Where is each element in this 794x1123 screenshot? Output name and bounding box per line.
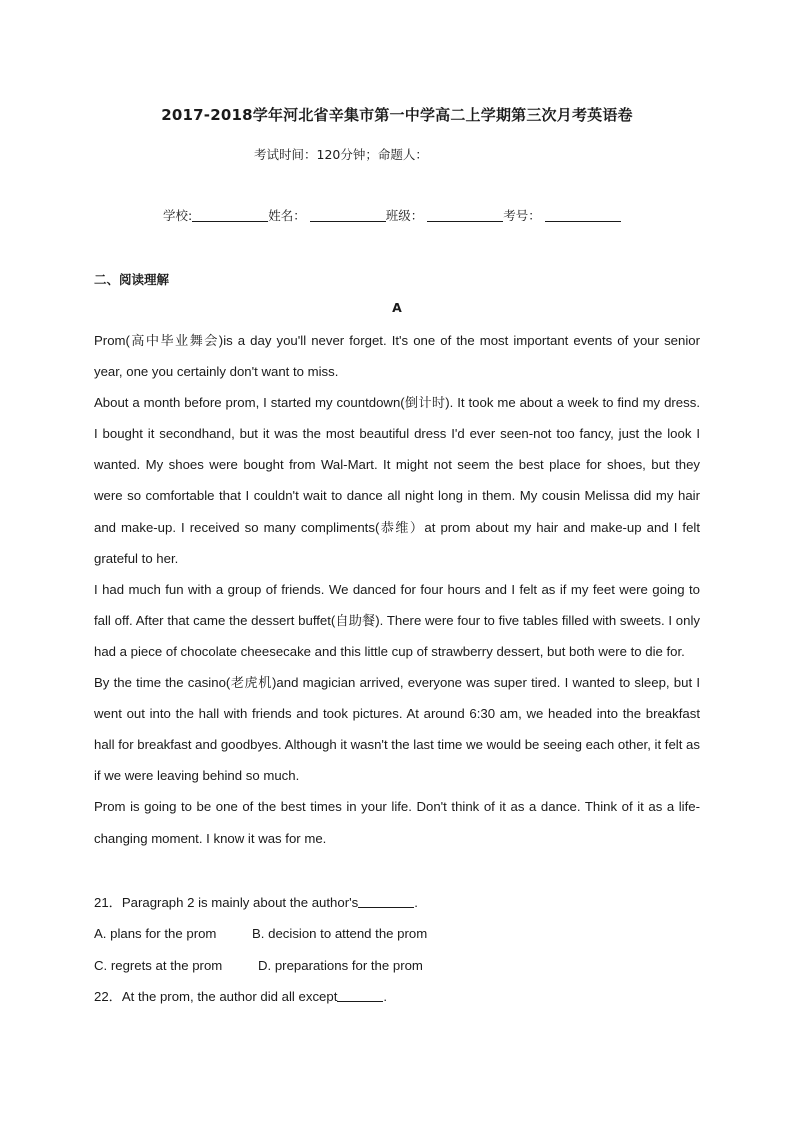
- passage-paragraph: By the time the casino(老虎机)and magician arrived, everyone was super tired. I wanted to sleep, but I went out into the hall with friends and took pictures. At around 6:30 am, we headed into the breakfast hall for breakfast and goodbyes. Although it wasn't the last time we would be seeing each other, it felt as if we were leaving behind so much.: [94, 675, 700, 784]
- options-row-2: [94, 950, 700, 981]
- school-blank[interactable]: [192, 208, 268, 222]
- option-d[interactable]: D. preparations for the prom: [258, 957, 423, 973]
- question-end: .: [414, 895, 418, 910]
- question-stem: 21．Paragraph 2 is mainly about the author's: [94, 895, 359, 910]
- passage-paragraph: About a month before prom, I started my countdown(倒计时). It took me about a week to find my dress. I bought it secondhand, but it was the most beautiful dress I'd ever seen-not too fancy, just the look I wanted. My shoes were bought from Wal-Mart. It might not seem the best place for shoes, but they were so comfortable that I couldn't wait to dance all night long in them. My cousin Melissa did my hair and make-up. I received so many compliments(恭维）at prom about my hair and make-up and I felt grateful to her.: [94, 395, 700, 566]
- passage-paragraph: Prom is going to be one of the best times in your life. Don't think of it as a dance. Think of it as a life-changing moment. I know it was for me.: [94, 799, 700, 846]
- passage-label: A: [392, 300, 402, 315]
- passage-paragraph: I had much fun with a group of friends. We danced for four hours and I felt as if my feet were going to fall off. After that came the dessert buffet(自助餐). There were four to five tables filled with sweets. I only had a piece of chocolate cheesecake and this little cup of strawberry dessert, but both were to die for.: [94, 581, 700, 659]
- passage-paragraph: Prom(高中毕业舞会)is a day you'll never forget. It's one of the most important events of your senior year, one you certainly don't want to miss.: [94, 333, 700, 380]
- question-end: .: [383, 988, 388, 1004]
- answer-blank[interactable]: [337, 989, 383, 1002]
- answer-blank[interactable]: [358, 895, 414, 908]
- number-blank[interactable]: [545, 208, 621, 222]
- option-b[interactable]: B. decision to attend the prom: [252, 926, 428, 942]
- section-heading: 二、阅读理解: [94, 272, 170, 287]
- options-row-1: [94, 918, 700, 949]
- name-blank[interactable]: [310, 208, 386, 222]
- passage-text: [94, 325, 700, 854]
- option-c[interactable]: C. regrets at the prom: [94, 957, 223, 973]
- page-title: 2017-2018学年河北省辛集市第一中学高二上学期第三次月考英语卷: [161, 106, 633, 124]
- school-label: 学校:: [163, 208, 193, 223]
- option-a[interactable]: A. plans for the prom: [94, 926, 217, 942]
- question-stem: 22．At the prom, the author did all except: [94, 988, 338, 1004]
- question-list: [94, 887, 700, 1012]
- name-label: 姓名：: [268, 208, 306, 223]
- number-label: 考号：: [503, 208, 541, 223]
- class-label: 班级：: [385, 208, 424, 223]
- question-22: [94, 981, 700, 1012]
- class-blank[interactable]: [427, 208, 503, 222]
- question-21: [94, 887, 700, 918]
- student-info-row: [163, 206, 621, 224]
- exam-subtitle: 考试时间：120分钟；命题人：: [254, 147, 428, 162]
